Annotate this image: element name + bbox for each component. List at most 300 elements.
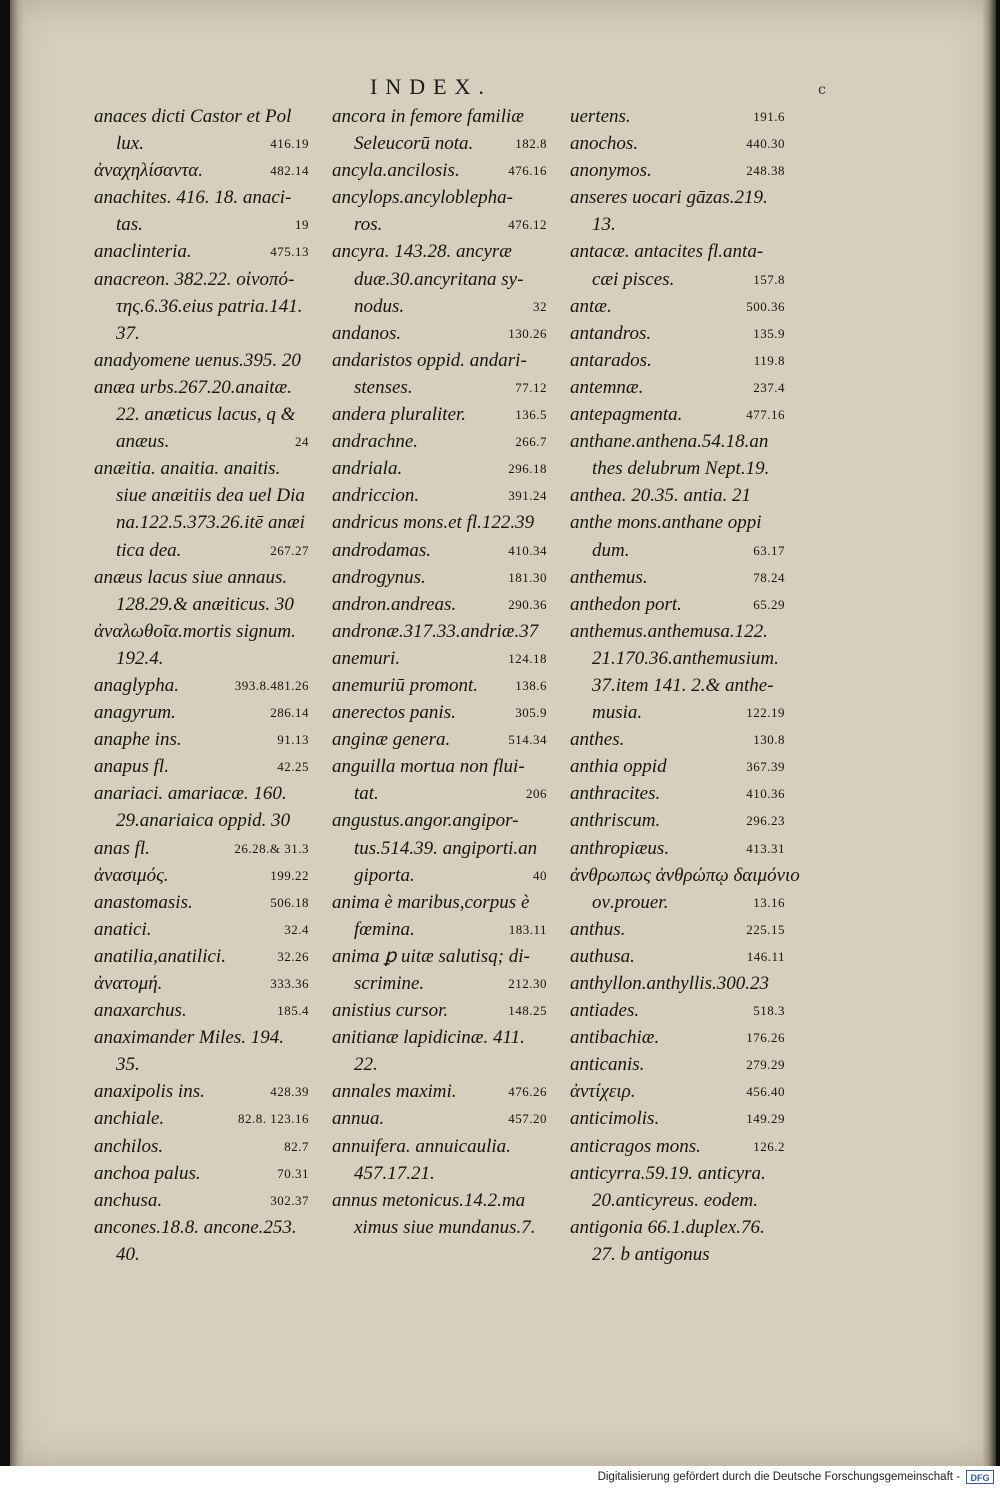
index-entry — [94, 374, 309, 401]
entry-reference: 146.11 — [746, 948, 785, 964]
index-entry — [570, 184, 785, 211]
entry-term: tica dea. — [116, 539, 182, 561]
entry-term: angustus.angor.angipor- — [332, 810, 519, 832]
entry-term: anatici. — [94, 918, 152, 940]
entry-term: androdamas. — [332, 539, 432, 561]
entry-reference: 126.2 — [753, 1138, 785, 1154]
entry-term: anthropiæus. — [570, 837, 670, 859]
index-entry — [94, 1051, 309, 1078]
index-entry — [332, 1105, 547, 1132]
entry-reference: 302.37 — [270, 1192, 309, 1208]
index-entry — [570, 1214, 785, 1241]
index-entry — [332, 862, 547, 889]
entry-term: anchoa palus. — [94, 1162, 201, 1184]
index-entry — [332, 509, 547, 536]
entry-reference: 333.36 — [270, 976, 309, 991]
entry-term: annuifera. annuicaulia. — [332, 1135, 511, 1157]
entry-term: anima è maribus,corpus è — [332, 891, 530, 913]
entry-term: anthus. — [570, 918, 626, 940]
index-entry — [94, 537, 309, 564]
entry-term: anæitia. anaitia. anaitis. — [94, 458, 281, 480]
entry-term: anerectos panis. — [332, 702, 456, 724]
entry-term: anthe mons.anthane oppi — [570, 512, 762, 534]
index-entry — [570, 591, 785, 618]
entry-term: anastomasis. — [94, 891, 193, 913]
entry-reference: 181.30 — [508, 569, 547, 585]
entry-term: anthane.anthena.54.18.an — [570, 431, 769, 453]
index-entry — [94, 618, 309, 645]
entry-reference: 191.6 — [753, 109, 785, 124]
entry-reference: 24 — [295, 434, 309, 450]
index-entry — [332, 103, 547, 130]
entry-term: anistius cursor. — [332, 1000, 449, 1022]
entry-term: ancones.18.8. ancone.253. — [94, 1216, 297, 1238]
entry-reference: 40 — [533, 867, 547, 883]
index-entry — [94, 1160, 309, 1187]
entry-term: anachites. 416. 18. anaci- — [94, 187, 292, 209]
entry-reference: 457.20 — [508, 1111, 547, 1127]
index-entry — [94, 970, 309, 997]
entry-term: annales maximi. — [332, 1081, 457, 1103]
index-entry — [94, 672, 309, 699]
entry-term: annua. — [332, 1108, 385, 1130]
entry-term: andaristos oppid. andari- — [332, 349, 527, 371]
entry-term: anticimolis. — [570, 1108, 660, 1130]
entry-term: ἀναλωθοῖα.mortis signum. — [94, 620, 296, 642]
entry-reference: 286.14 — [270, 705, 309, 721]
entry-term: anapus fl. — [94, 756, 169, 778]
index-entry — [94, 1214, 309, 1241]
page-left-edge — [10, 0, 24, 1466]
index-entry — [94, 157, 309, 184]
index-entry — [94, 726, 309, 753]
entry-reference: 391.24 — [508, 488, 547, 504]
entry-reference: 475.13 — [270, 244, 309, 260]
entry-term: andanos. — [332, 322, 402, 344]
entry-reference: 182.8 — [515, 136, 547, 152]
entry-term: anthyllon.anthyllis.300.23 — [570, 973, 769, 994]
entry-term: duæ.30.ancyritana sy- — [354, 268, 524, 290]
index-entry — [570, 401, 785, 428]
index-entry — [570, 1241, 785, 1268]
entry-reference: 367.39 — [746, 759, 785, 775]
index-entry — [94, 238, 309, 265]
index-entry — [570, 428, 785, 455]
index-entry — [332, 184, 547, 211]
entry-reference: 393.8.481.26 — [234, 677, 309, 693]
index-entry — [332, 889, 547, 916]
entry-term: ον.prouer. — [592, 891, 669, 913]
index-entry — [570, 1078, 785, 1105]
index-entry — [570, 997, 785, 1024]
entry-term: anaxipolis ins. — [94, 1081, 205, 1103]
entry-term: ancyra. 143.28. ancyræ — [332, 241, 512, 263]
index-entry — [94, 320, 309, 347]
entry-term: anthes. — [570, 729, 625, 751]
index-entry — [94, 1024, 309, 1051]
index-entry — [332, 211, 547, 238]
index-entry — [94, 455, 309, 482]
entry-reference: 506.18 — [270, 894, 309, 910]
index-entry — [94, 1187, 309, 1214]
index-entry — [332, 645, 547, 672]
index-entry — [332, 238, 547, 265]
index-entry — [570, 1024, 785, 1051]
entry-term: anthracites. — [570, 783, 661, 805]
entry-reference: 416.19 — [270, 136, 309, 152]
entry-term: anaphe ins. — [94, 729, 182, 751]
index-entry — [570, 618, 785, 645]
entry-reference: 148.25 — [508, 1003, 547, 1019]
index-entry — [332, 1078, 547, 1105]
index-entry — [332, 401, 547, 428]
entry-term: tas. — [116, 214, 143, 236]
index-entry — [570, 1160, 785, 1187]
entry-term: tat. — [354, 783, 379, 805]
entry-reference: 149.29 — [746, 1111, 785, 1127]
entry-reference: 410.36 — [746, 786, 785, 802]
index-entry — [94, 997, 309, 1024]
entry-term: scrimine. — [354, 973, 425, 994]
index-entry — [332, 537, 547, 564]
index-entry — [332, 428, 547, 455]
entry-term: anaximander Miles. 194. — [94, 1027, 284, 1049]
index-entry — [332, 780, 547, 807]
entry-term: 128.29.& anæiticus. 30 — [116, 593, 294, 615]
entry-reference: 279.29 — [746, 1057, 785, 1073]
index-entry — [570, 807, 785, 834]
entry-term: anæa urbs.267.20.anaitæ. — [94, 376, 292, 398]
index-entry — [570, 645, 785, 672]
entry-term: anariaci. amariacæ. 160. — [94, 783, 287, 805]
entry-term: 27. b antigonus — [592, 1243, 710, 1265]
index-entry — [332, 266, 547, 293]
index-entry — [332, 130, 547, 157]
entry-term: anginæ genera. — [332, 729, 451, 751]
index-entry — [332, 347, 547, 374]
index-entry — [332, 1187, 547, 1214]
index-entry — [332, 1024, 547, 1051]
index-entry — [94, 835, 309, 862]
index-entry — [94, 645, 309, 672]
index-entry — [332, 591, 547, 618]
entry-term: anguilla mortua non flui- — [332, 756, 525, 778]
index-entry — [570, 293, 785, 320]
index-entry — [94, 293, 309, 320]
entry-term: anacreon. 382.22. οἰνοπό- — [94, 268, 295, 290]
entry-term: anchilos. — [94, 1135, 164, 1157]
entry-term: andronæ.317.33.andriæ.37 — [332, 620, 539, 642]
entry-term: uertens. — [570, 106, 631, 127]
entry-term: antepagmenta. — [570, 404, 683, 426]
index-entry — [570, 1105, 785, 1132]
entry-reference: 440.30 — [746, 136, 785, 152]
entry-term: antiades. — [570, 1000, 640, 1022]
index-entry — [332, 1160, 547, 1187]
entry-term: ancyla.ancilosis. — [332, 160, 460, 182]
index-entry — [94, 862, 309, 889]
index-entry — [94, 1105, 309, 1132]
entry-reference: 135.9 — [753, 325, 785, 341]
index-entry — [94, 509, 309, 536]
entry-term: anthea. 20.35. antia. 21 — [570, 485, 752, 507]
index-entry — [570, 835, 785, 862]
entry-term: 20.anticyreus. eodem. — [592, 1189, 759, 1211]
index-entry — [332, 157, 547, 184]
entry-term: 37.item 141. 2.& anthe- — [592, 674, 774, 696]
index-entry — [94, 591, 309, 618]
entry-term: androgynus. — [332, 566, 426, 588]
entry-reference: 82.8. 123.16 — [238, 1111, 309, 1127]
entry-reference: 296.23 — [746, 813, 785, 829]
index-entry — [570, 130, 785, 157]
entry-reference: 63.17 — [753, 542, 785, 558]
index-entry — [94, 482, 309, 509]
entry-reference: 477.16 — [746, 407, 785, 423]
index-entry — [570, 1133, 785, 1160]
entry-term: antemnæ. — [570, 376, 644, 398]
entry-reference: 290.36 — [508, 596, 547, 612]
entry-term: authusa. — [570, 945, 635, 967]
entry-reference: 199.22 — [270, 867, 309, 883]
entry-reference: 456.40 — [746, 1084, 785, 1100]
entry-reference: 32.4 — [284, 921, 309, 937]
entry-term: antæ. — [570, 295, 612, 317]
entry-reference: 32 — [533, 298, 547, 314]
entry-term: antibachiæ. — [570, 1027, 660, 1049]
index-entry — [570, 482, 785, 509]
entry-term: anticanis. — [570, 1054, 645, 1076]
entry-reference: 410.34 — [508, 542, 547, 558]
index-entry — [332, 293, 547, 320]
entry-term: fœmina. — [354, 918, 415, 940]
entry-reference: 305.9 — [515, 705, 547, 721]
index-column-3 — [570, 103, 800, 1268]
entry-term: anseres uocari gāzas.219. — [570, 187, 768, 209]
index-entry — [570, 157, 785, 184]
entry-term: anaclinteria. — [94, 241, 192, 263]
index-column-1 — [94, 103, 309, 1268]
index-entry — [332, 1133, 547, 1160]
entry-reference: 413.31 — [746, 840, 785, 856]
entry-reference: 136.5 — [515, 407, 547, 423]
index-entry — [570, 537, 785, 564]
entry-term: anadyomene uenus.395. 20 — [94, 349, 301, 371]
entry-term: tus.514.39. angiporti.an — [354, 837, 538, 859]
entry-reference: 428.39 — [270, 1084, 309, 1100]
entry-term: anthemus.anthemusa.122. — [570, 620, 768, 642]
entry-reference: 70.31 — [277, 1165, 309, 1181]
entry-term: anatilia,anatilici. — [94, 945, 226, 967]
entry-reference: 296.18 — [508, 461, 547, 477]
index-entry — [94, 347, 309, 374]
entry-term: antarados. — [570, 349, 652, 371]
entry-reference: 78.24 — [753, 569, 785, 585]
dfg-logo: DFG — [966, 1470, 994, 1484]
entry-term: 21.170.36.anthemusium. — [592, 647, 779, 669]
index-entry — [570, 266, 785, 293]
entry-term: antandros. — [570, 322, 652, 344]
index-entry — [94, 753, 309, 780]
entry-reference: 77.12 — [515, 379, 547, 395]
entry-reference: 185.4 — [277, 1003, 309, 1019]
index-entry — [570, 1051, 785, 1078]
entry-term: της.6.36.eius patria.141. — [116, 295, 303, 317]
index-entry — [570, 374, 785, 401]
entry-reference: 206 — [526, 786, 547, 802]
index-entry — [332, 726, 547, 753]
entry-term: anæus. — [116, 431, 170, 453]
entry-term: 37. — [116, 322, 140, 344]
entry-term: anæus lacus siue annaus. — [94, 566, 288, 588]
entry-term: andrachne. — [332, 431, 419, 453]
index-entry — [570, 103, 785, 130]
index-entry — [332, 1051, 547, 1078]
index-entry — [332, 374, 547, 401]
entry-reference: 130.26 — [508, 325, 547, 341]
entry-term: anonymos. — [570, 160, 652, 182]
index-entry — [332, 997, 547, 1024]
index-entry — [94, 103, 309, 130]
entry-reference: 476.26 — [508, 1084, 547, 1100]
entry-reference: 119.8 — [753, 352, 785, 368]
index-entry — [570, 699, 785, 726]
index-entry — [94, 401, 309, 428]
entry-term: anas fl. — [94, 837, 150, 859]
index-entry — [570, 672, 785, 699]
entry-reference: 225.15 — [746, 921, 785, 937]
index-entry — [94, 807, 309, 834]
entry-term: ἀνατομή. — [94, 973, 163, 994]
index-entry — [94, 1241, 309, 1268]
entry-reference: 157.8 — [753, 271, 785, 287]
index-entry — [570, 564, 785, 591]
entry-term: musia. — [592, 702, 643, 724]
entry-term: andriccion. — [332, 485, 420, 507]
entry-term: 13. — [592, 214, 616, 236]
page-header: INDEX. — [370, 74, 492, 99]
entry-term: anitianæ lapidicinæ. 411. — [332, 1027, 525, 1049]
entry-term: anaglypha. — [94, 674, 179, 696]
entry-reference: 237.4 — [753, 379, 785, 395]
entry-term: annus metonicus.14.2.ma — [332, 1189, 526, 1211]
entry-term: andron.andreas. — [332, 593, 457, 615]
index-entry — [94, 428, 309, 455]
entry-reference: 138.6 — [515, 677, 547, 693]
index-entry — [94, 211, 309, 238]
entry-term: andera pluraliter. — [332, 404, 467, 426]
entry-term: anticyrra.59.19. anticyra. — [570, 1162, 766, 1184]
index-entry — [332, 618, 547, 645]
entry-term: thes delubrum Nept.19. — [592, 458, 770, 480]
index-entry — [332, 699, 547, 726]
entry-term: 22. anæticus lacus, q & — [116, 404, 296, 426]
entry-term: anima ꝑ uitæ salutisq; di- — [332, 945, 530, 967]
index-entry — [332, 916, 547, 943]
entry-reference: 130.8 — [753, 732, 785, 748]
entry-reference: 91.13 — [277, 732, 309, 748]
entry-term: anthemus. — [570, 566, 648, 588]
index-entry — [570, 320, 785, 347]
index-entry — [570, 455, 785, 482]
entry-term: antigonia 66.1.duplex.76. — [570, 1216, 765, 1238]
entry-term: lux. — [116, 133, 144, 155]
entry-term: cæi pisces. — [592, 268, 675, 290]
index-entry — [94, 1078, 309, 1105]
index-entry — [570, 862, 800, 889]
index-entry — [94, 266, 309, 293]
index-entry — [94, 1133, 309, 1160]
entry-reference: 183.11 — [508, 921, 547, 937]
entry-reference: 212.30 — [508, 976, 547, 991]
footer-bar — [0, 1466, 1000, 1490]
index-entry — [94, 184, 309, 211]
entry-term: 35. — [116, 1054, 140, 1076]
entry-reference: 19 — [295, 217, 309, 233]
entry-term: na.122.5.373.26.itē anæi — [116, 512, 305, 534]
entry-term: siue anæitiis dea uel Dia — [116, 485, 305, 507]
entry-reference: 500.36 — [746, 298, 785, 314]
entry-term: ximus siue mundanus.7. — [354, 1216, 536, 1238]
entry-term: anagyrum. — [94, 702, 176, 724]
entry-reference: 482.14 — [270, 163, 309, 179]
entry-term: anemuri. — [332, 647, 401, 669]
entry-term: anticragos mons. — [570, 1135, 701, 1157]
index-entry — [570, 1187, 785, 1214]
index-entry — [332, 943, 547, 970]
entry-term: anemuriū promont. — [332, 674, 479, 696]
entry-term: ancylops.ancyloblepha- — [332, 187, 513, 209]
index-entry — [94, 916, 309, 943]
funding-credit: Digitalisierung gefördert durch die Deutsche Forschungsgemeinschaft - — [597, 1471, 960, 1483]
entry-term: ancora in femore familiæ — [332, 106, 524, 127]
entry-reference: 122.19 — [746, 705, 785, 721]
index-entry — [94, 943, 309, 970]
index-entry — [570, 347, 785, 374]
index-entry — [570, 211, 785, 238]
entry-reference: 267.27 — [270, 542, 309, 558]
index-entry — [332, 753, 547, 780]
index-entry — [94, 889, 309, 916]
entry-term: 40. — [116, 1243, 140, 1265]
entry-term: andriala. — [332, 458, 403, 480]
index-entry — [94, 130, 309, 157]
index-entry — [332, 807, 547, 834]
index-entry — [332, 1214, 547, 1241]
index-entry — [332, 320, 547, 347]
index-entry — [332, 455, 547, 482]
corner-mark: c — [818, 82, 826, 98]
entry-term: anchiale. — [94, 1108, 165, 1130]
entry-reference: 514.34 — [508, 732, 547, 748]
entry-reference: 176.26 — [746, 1030, 785, 1046]
index-column-2 — [332, 103, 547, 1241]
index-entry — [570, 726, 785, 753]
entry-term: dum. — [592, 539, 630, 561]
entry-reference: 476.16 — [508, 163, 547, 179]
index-entry — [94, 564, 309, 591]
entry-term: ros. — [354, 214, 383, 236]
entry-reference: 476.12 — [508, 217, 547, 233]
entry-term: anaxarchus. — [94, 1000, 187, 1022]
entry-term: 29.anariaica oppid. 30 — [116, 810, 291, 832]
entry-reference: 124.18 — [508, 650, 547, 666]
index-entry — [332, 482, 547, 509]
entry-term: anthedon port. — [570, 593, 682, 615]
entry-reference: 32.26 — [277, 948, 309, 964]
entry-reference: 13.16 — [753, 894, 785, 910]
entry-term: anthriscum. — [570, 810, 661, 832]
